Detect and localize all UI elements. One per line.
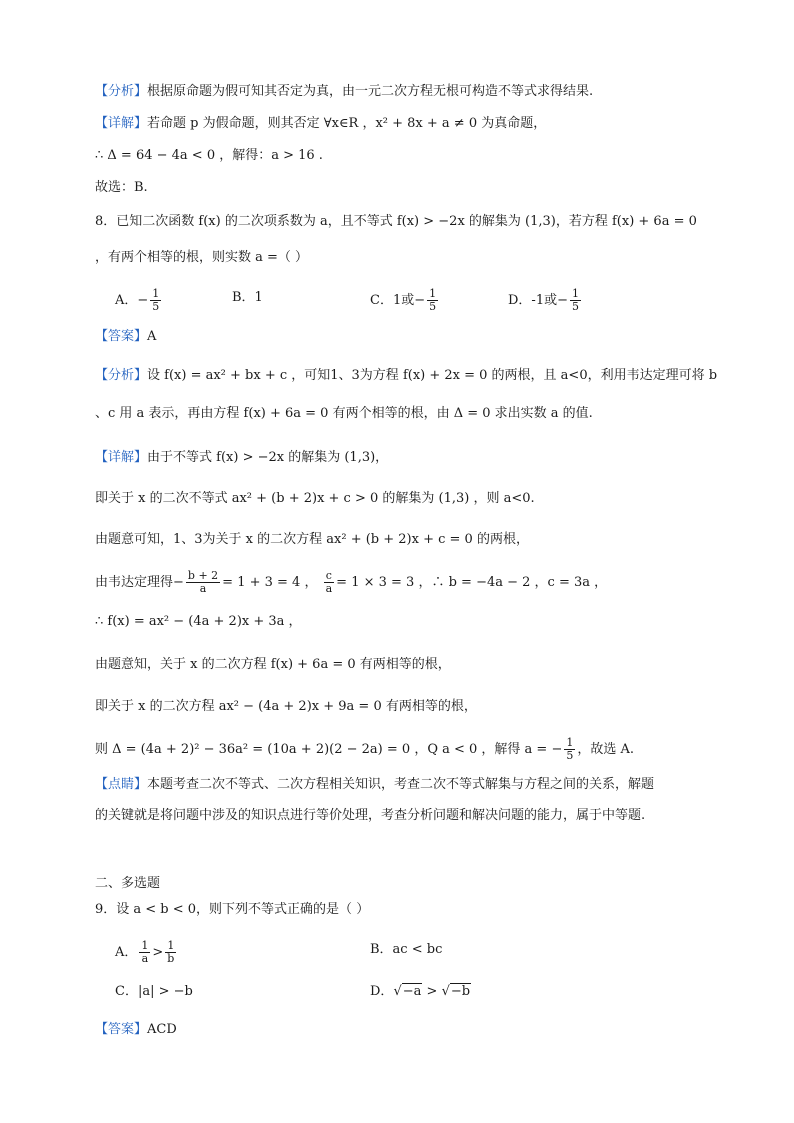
text: 根据原命题为假可知其否定为真，由一元二次方程无根可构造不等式求得结果. (147, 84, 594, 99)
option-label: A．− (115, 293, 149, 308)
fraction: $\frac{1}{5}$ (566, 736, 574, 762)
fraction: $\frac{1}{5}$ (571, 287, 579, 313)
q8-option-d (508, 288, 583, 313)
text: 由韦达定理得 (95, 575, 174, 590)
analysis-line-1 (95, 82, 734, 102)
text: = 1 × 3 = 3 ，∴ b = −4a − 2 ，c = 3a ， (336, 575, 608, 590)
q9-option-c: C．|a| > −b (115, 984, 193, 999)
detail-8-line-3: 由题意可知，1、3为关于 x 的二次方程 ax² + (b + 2)x + c = 0 的两根， (95, 532, 529, 547)
tag-analysis: 【分析】 (95, 84, 148, 99)
option-label: C．1或− (370, 293, 426, 308)
text: 则 Δ = (4a + 2)² − 36a² = (10a + 2)(2 − 2a) = 0 ，Q a < 0 ，解得 a = − (95, 742, 563, 757)
text: = 1 + 3 = 4 ， (222, 575, 318, 590)
question-8-stem: 8．已知二次函数 f(x) 的二次项系数为 a，且不等式 f(x) > −2x 的解集为 (1,3)，若方程 f(x) + 6a = 0 (95, 214, 697, 229)
fraction: $\frac{1}{b}$ (167, 939, 175, 965)
question-9-stem: 9．设 a < b < 0，则下列不等式正确的是（ ） (95, 902, 370, 917)
conclusion-line: 故选：B. (95, 180, 148, 195)
fraction: $\frac{1}{a}$ (141, 939, 149, 965)
analysis-8-line-2: 、c 用 a 表示，再由方程 f(x) + 6a = 0 有两个相等的根，由 Δ = 0 求出实数 a 的值. (95, 406, 593, 421)
sqrt-term: −a (402, 984, 422, 999)
option-label: A． (115, 945, 138, 960)
detail-line-2: ∴ Δ = 64 − 4a < 0 ，解得：a > 16 . (95, 148, 323, 163)
fraction: $\frac{1}{5}$ (429, 287, 437, 313)
text: 设 f(x) = ax² + bx + c ，可知1、3为方程 f(x) + 2x = 0 的两根，且 a<0，利用韦达定理可将 b (147, 368, 718, 383)
tag-answer: 【答案】 (95, 1022, 148, 1037)
option-label: D． (370, 984, 394, 999)
sqrt-term: −b (450, 984, 471, 999)
q9-option-d: D．√−a > √−b (370, 984, 471, 999)
tag-comment: 【点睛】 (95, 777, 148, 792)
comment-line-2: 的关键就是将问题中涉及的知识点进行等价处理，考查分析问题和解决问题的能力，属于中等题. (95, 808, 646, 823)
text: 由于不等式 f(x) > −2x 的解集为 (1,3)， (147, 450, 389, 465)
detail-8-line-6: 由题意知，关于 x 的二次方程 f(x) + 6a = 0 有两相等的根， (95, 657, 451, 672)
comment-line-1 (95, 775, 734, 795)
tag-analysis: 【分析】 (95, 368, 148, 383)
answer-text: ACD (147, 1022, 177, 1037)
tag-answer: 【答案】 (95, 329, 148, 344)
detail-line-1 (95, 114, 734, 134)
text: 若命题 p 为假命题，则其否定 ∀x∈R ，x² + 8x + a ≠ 0 为真命题， (147, 116, 547, 131)
detail-8-line-8 (95, 737, 734, 762)
answer-9-line (95, 1020, 734, 1040)
q8-option-c (370, 288, 440, 313)
tag-detail: 【详解】 (95, 450, 148, 465)
detail-8-line-1 (95, 448, 734, 468)
fraction: $\frac{c}{a}$ (325, 569, 333, 595)
text: ，故选 A. (577, 742, 635, 757)
q8-option-a (115, 288, 163, 313)
answer-8-line (95, 327, 734, 347)
fraction: $\frac{b + 2}{a}$ (187, 569, 219, 595)
answer-text: A (147, 329, 157, 344)
detail-8-line-7: 即关于 x 的二次方程 ax² − (4a + 2)x + 9a = 0 有两相等的根， (95, 699, 477, 714)
fraction: $\frac{1}{5}$ (152, 287, 160, 313)
option-label: D．-1或− (508, 293, 568, 308)
section-heading: 二、多选题 (95, 876, 161, 891)
question-8-stem-cont: ，有两个相等的根，则实数 a =（ ） (95, 250, 309, 265)
analysis-8-line-1 (95, 366, 734, 386)
detail-8-line-5: ∴ f(x) = ax² − (4a + 2)x + 3a ， (95, 614, 302, 629)
text: 本题考查二次不等式、二次方程相关知识，考查二次不等式解集与方程之间的关系，解题 (147, 777, 655, 792)
detail-8-line-2: 即关于 x 的二次不等式 ax² + (b + 2)x + c > 0 的解集为 (1,3) ，则 a<0. (95, 491, 535, 506)
q9-option-a: A． $\frac{1}{a}$ > $\frac{1}{b}$ (115, 939, 175, 965)
detail-8-line-4: 由韦达定理得− $\frac{b + 2}{a}$ = 1 + 3 = 4 ， $\frac{c}{a}$ = 1 × 3 = 3 ，∴ b = −4a − 2 ，c = 3a ， (95, 569, 608, 595)
q8-option-b: B．1 (232, 290, 263, 305)
tag-detail: 【详解】 (95, 116, 148, 131)
q9-option-b: B．ac < bc (370, 942, 443, 957)
